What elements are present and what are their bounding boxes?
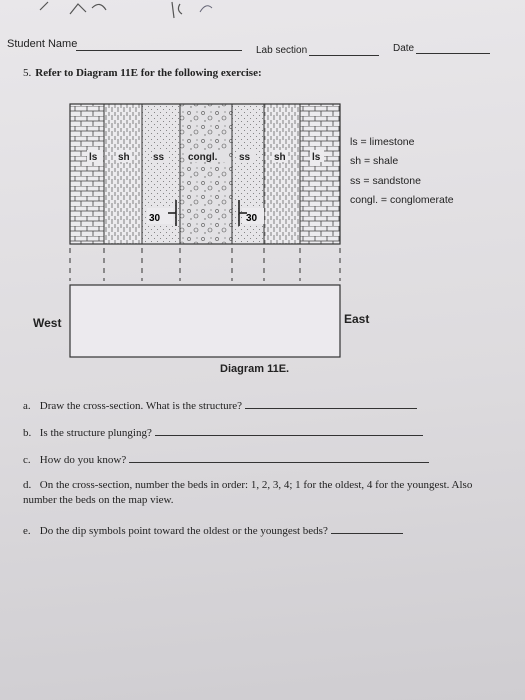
answer-b-field[interactable] bbox=[155, 434, 423, 436]
cross-section-box[interactable] bbox=[70, 285, 340, 357]
legend-sh: sh = shale bbox=[350, 155, 399, 167]
date-label: Date bbox=[393, 43, 415, 54]
bed-sh-east bbox=[264, 104, 300, 244]
question-e: e. Do the dip symbols point toward the oldest or the youngest beds? bbox=[23, 525, 403, 537]
diagram-caption: Diagram 11E. bbox=[220, 363, 290, 375]
bed-congl bbox=[180, 104, 232, 244]
exercise-instruction: Refer to Diagram 11E for the following exercise: bbox=[35, 67, 262, 79]
date-field[interactable] bbox=[416, 53, 490, 54]
answer-e-field[interactable] bbox=[331, 532, 403, 534]
lab-section-label: Lab section bbox=[256, 45, 308, 56]
map-label-sh-east: sh bbox=[274, 152, 286, 163]
exercise-heading bbox=[23, 67, 262, 79]
question-d: d. On the cross-section, number the beds in order: 1, 2, 3, 4; 1 for the oldest, 4 for the youngest. Also number the beds on the map view. bbox=[23, 479, 473, 506]
legend-ss: ss = sandstone bbox=[350, 175, 421, 187]
map-label-sh-west: sh bbox=[118, 152, 130, 163]
question-c: c. How do you know? bbox=[23, 454, 429, 466]
map-label-ss-east: ss bbox=[239, 152, 251, 163]
answer-c-field[interactable] bbox=[129, 461, 429, 463]
map-label-ls-west: ls bbox=[89, 152, 98, 163]
question-a: a. Draw the cross-section. What is the structure? bbox=[23, 400, 417, 412]
svg-text:30: 30 bbox=[246, 213, 258, 224]
map-view-diagram bbox=[60, 96, 360, 366]
legend-ls: ls = limestone bbox=[350, 136, 415, 148]
map-label-congl: congl. bbox=[188, 152, 218, 163]
exercise-number: 5. bbox=[23, 67, 32, 79]
map-label-ls-east: ls bbox=[312, 152, 321, 163]
answer-a-field[interactable] bbox=[245, 407, 417, 409]
bed-sh-west bbox=[104, 104, 142, 244]
question-b: b. Is the structure plunging? bbox=[23, 427, 423, 439]
svg-text:30: 30 bbox=[149, 213, 161, 224]
legend-congl: congl. = conglomerate bbox=[350, 194, 454, 206]
student-name-field[interactable] bbox=[76, 50, 242, 51]
bed-ls-east bbox=[300, 104, 340, 244]
bed-ls-west bbox=[70, 104, 104, 244]
top-edge-marks bbox=[0, 0, 525, 28]
east-label: East bbox=[344, 312, 370, 326]
student-name-label: Student Name bbox=[7, 38, 78, 50]
lab-section-field[interactable] bbox=[309, 55, 379, 56]
map-label-ss-west: ss bbox=[153, 152, 165, 163]
west-label: West bbox=[33, 316, 62, 330]
